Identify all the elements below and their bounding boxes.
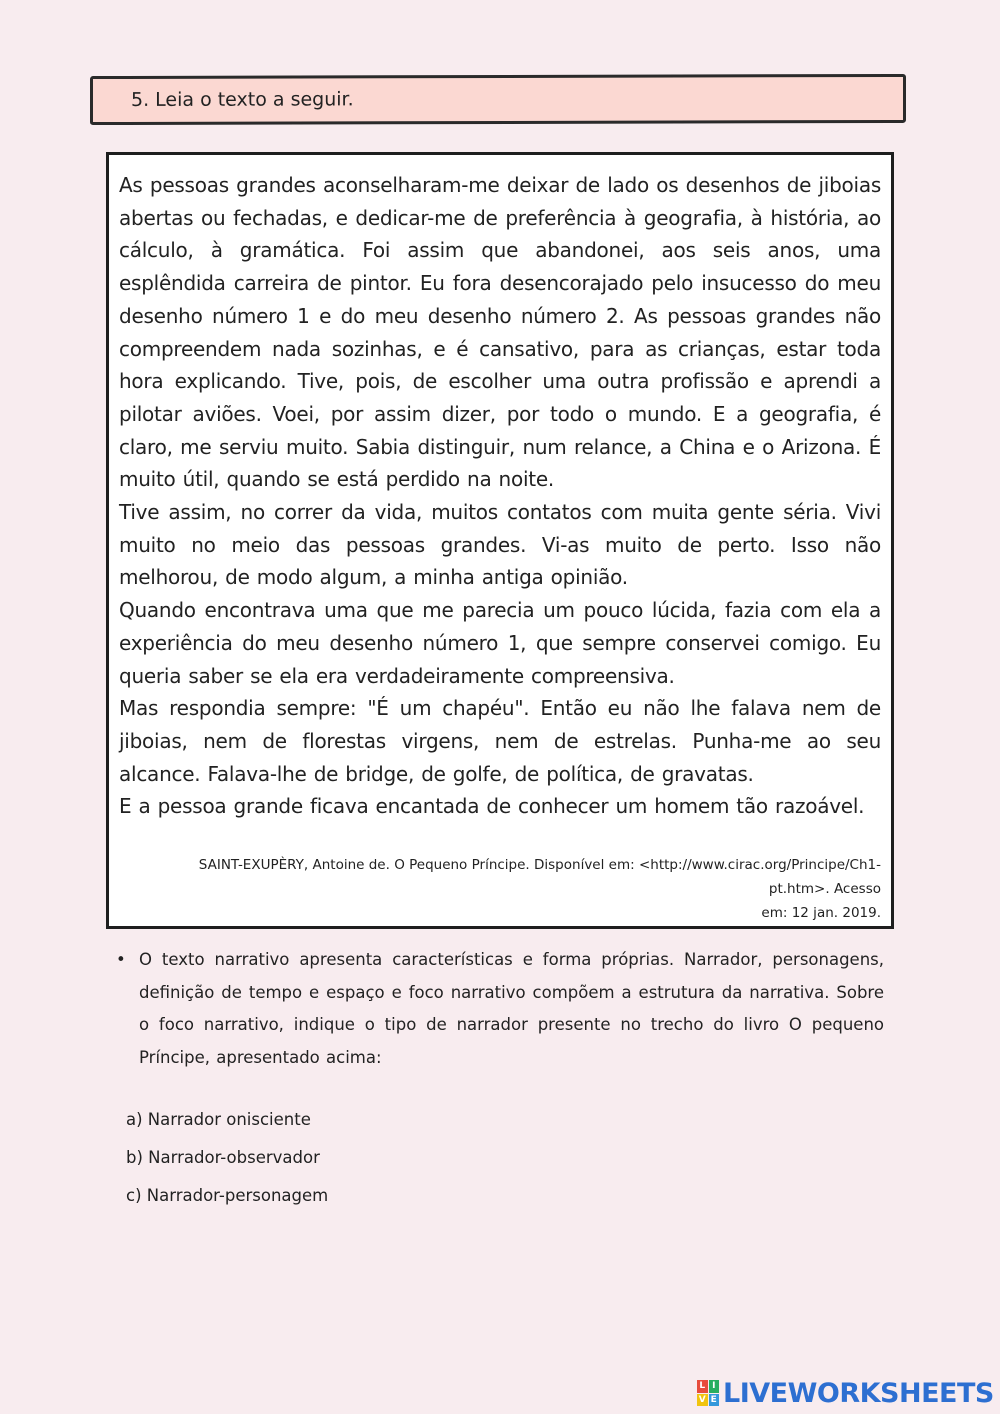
citation-line-2: pt.htm>. Acesso bbox=[768, 881, 881, 897]
passage-paragraph-2: Tive assim, no correr da vida, muitos contatos com muita gente séria. Vivi muito no meio das pessoas grandes. Vi-as muito de perto. Isso não melhorou, de modo algum, a minha antiga opinião. bbox=[119, 500, 881, 590]
logo-text: LIVEWORKSHEETS bbox=[723, 1377, 994, 1409]
reading-passage bbox=[106, 152, 894, 929]
citation-line-1: SAINT-EXUPÈRY, Antoine de. O Pequeno Príncipe. Disponível em: <http://www.cirac.org/Principe/Ch1- bbox=[198, 857, 881, 873]
liveworksheets-logo bbox=[697, 1378, 994, 1408]
question-title: 5. Leia o texto a seguir. bbox=[131, 88, 354, 111]
task-instruction bbox=[116, 944, 884, 1074]
citation-line-3: em: 12 jan. 2019. bbox=[761, 905, 881, 921]
option-a[interactable]: a) Narrador onisciente bbox=[126, 1110, 311, 1129]
passage-paragraph-5: E a pessoa grande ficava encantada de conhecer um homem tão razoável. bbox=[119, 794, 865, 819]
source-citation bbox=[121, 853, 881, 925]
passage-paragraph-3: Quando encontrava uma que me parecia um pouco lúcida, fazia com ela a experiência do meu desenho número 1, que sempre conservei comigo. Eu queria saber se ela era verdadeiramente compreensiva. bbox=[119, 598, 881, 688]
question-header bbox=[90, 74, 906, 125]
passage-paragraph-4: Mas respondia sempre: "É um chapéu". Então eu não lhe falava nem de jiboias, nem de florestas virgens, nem de estrelas. Punha-me ao seu alcance. Falava-lhe de bridge, de golfe, de política, de gravatas. bbox=[119, 696, 881, 786]
option-b[interactable]: b) Narrador-observador bbox=[126, 1148, 320, 1167]
task-text: O texto narrativo apresenta características e forma próprias. Narrador, personagens, definição de tempo e espaço e foco narrativo compõem a estrutura da narrativa. Sobre o foco narrativo, indique o tipo de narrador presente no trecho do livro O pequeno Príncipe, apresentado acima: bbox=[139, 950, 884, 1067]
logo-badge-icon: L I V E bbox=[697, 1380, 719, 1406]
option-c[interactable]: c) Narrador-personagem bbox=[126, 1186, 329, 1205]
answer-options bbox=[126, 1104, 328, 1218]
bullet-icon: • bbox=[116, 950, 126, 969]
passage-paragraph-1: As pessoas grandes aconselharam-me deixar de lado os desenhos de jiboias abertas ou fechadas, e dedicar-me de preferência à geografia, à história, ao cálculo, à gramática. Foi assim que abandonei, aos seis anos, uma esplêndida carreira de pintor. Eu fora desencorajado pelo insucesso do meu desenho número 1 e do meu desenho número 2. As pessoas grandes não compreendem nada sozinhas, e é cansativo, para as crianças, estar toda hora explicando. Tive, pois, de escolher uma outra profissão e aprendi a pilotar aviões. Voei, por assim dizer, por todo o mundo. E a geografia, é claro, me serviu muito. Sabia distinguir, num relance, a China e o Arizona. É muito útil, quando se está perdido na noite. bbox=[119, 173, 881, 492]
